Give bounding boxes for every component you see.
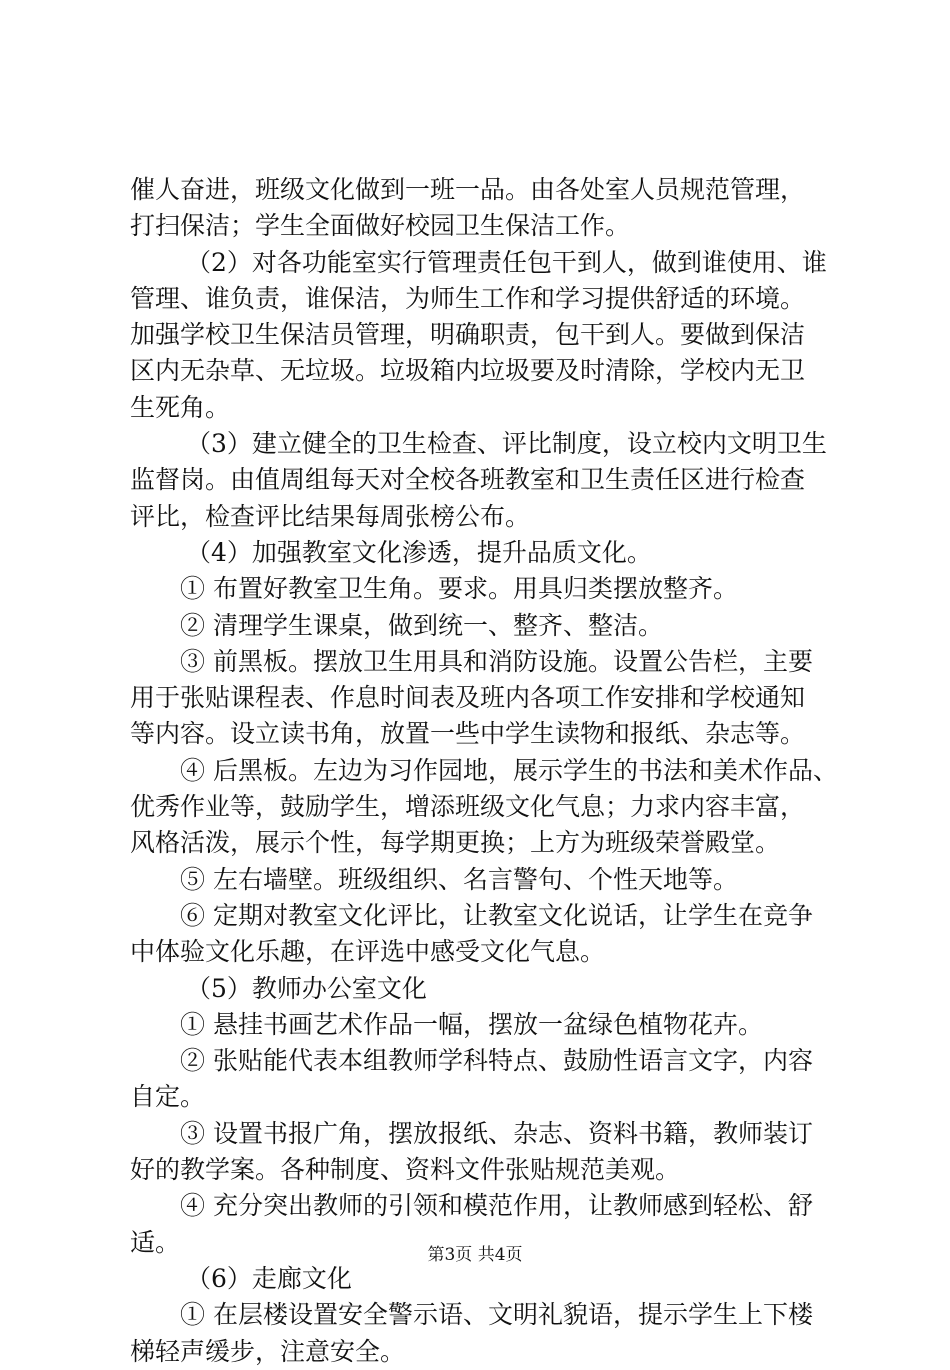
list-item: ① 悬挂书画艺术作品一幅，摆放一盆绿色植物花卉。	[180, 1009, 763, 1039]
paragraph-heading: （4）加强教室文化渗透，提升品质文化。	[186, 537, 652, 567]
list-item: ⑤ 左右墙壁。班级组织、名言警句、个性天地等。	[180, 864, 738, 894]
text-line: 生死角。	[130, 392, 231, 422]
text-line: 管理、谁负责，谁保洁，为师生工作和学习提供舒适的环境。	[130, 283, 806, 313]
text-line: 好的教学案。各种制度、资料文件张贴规范美观。	[130, 1155, 681, 1185]
text-line: 打扫保洁；学生全面做好校园卫生保洁工作。	[130, 211, 631, 241]
text-line: 适。	[130, 1227, 181, 1257]
list-item: ④ 后黑板。左边为习作园地，展示学生的书法和美术作品、	[180, 755, 838, 785]
list-item: ③ 前黑板。摆放卫生用具和消防设施。设置公告栏，主要	[180, 646, 813, 676]
list-item: ③ 设置书报广角，摆放报纸、杂志、资料书籍，教师装订	[180, 1118, 813, 1148]
text-line: 用于张贴课程表、作息时间表及班内各项工作安排和学校通知	[130, 683, 806, 713]
text-line: 区内无杂草、无垃圾。垃圾箱内垃圾要及时清除，学校内无卫	[130, 356, 806, 386]
list-item: ④ 充分突出教师的引领和模范作用，让教师感到轻松、舒	[180, 1191, 813, 1221]
paragraph-heading: （6）走廊文化	[186, 1263, 352, 1293]
document-body	[130, 172, 850, 1370]
text-line: 梯轻声缓步，注意安全。	[130, 1336, 406, 1366]
text-line: 监督岗。由值周组每天对全校各班教室和卫生责任区进行检查	[130, 465, 806, 495]
paragraph-heading: （3）建立健全的卫生检查、评比制度，设立校内文明卫生	[186, 429, 827, 459]
list-item: ① 布置好教室卫生角。要求。用具归类摆放整齐。	[180, 574, 738, 604]
paragraph-heading: （5）教师办公室文化	[186, 973, 427, 1003]
list-item: ② 张贴能代表本组教师学科特点、鼓励性语言文字，内容	[180, 1046, 813, 1076]
text-line: 催人奋进，班级文化做到一班一品。由各处室人员规范管理，	[130, 175, 806, 204]
list-item: ① 在层楼设置安全警示语、文明礼貌语，提示学生上下楼	[180, 1300, 813, 1330]
text-line: 等内容。设立读书角，放置一些中学生读物和报纸、杂志等。	[130, 719, 806, 749]
text-line: 中体验文化乐趣，在评选中感受文化气息。	[130, 937, 606, 967]
text-line: 自定。	[130, 1082, 206, 1112]
text-line: 风格活泼，展示个性，每学期更换；上方为班级荣誉殿堂。	[130, 828, 781, 858]
text-line: 优秀作业等，鼓励学生，增添班级文化气息；力求内容丰富，	[130, 792, 806, 822]
paragraph-heading: （2）对各功能室实行管理责任包干到人，做到谁使用、谁	[186, 247, 827, 277]
page-footer: 第3页 共4页	[427, 1245, 523, 1265]
text-line: 加强学校卫生保洁员管理，明确职责，包干到人。要做到保洁	[130, 320, 806, 350]
text-line: 评比，检查评比结果每周张榜公布。	[130, 501, 531, 531]
list-item: ② 清理学生课桌，做到统一、整齐、整洁。	[180, 610, 663, 640]
list-item: ⑥ 定期对教室文化评比，让教室文化说话，让学生在竞争	[180, 900, 813, 930]
